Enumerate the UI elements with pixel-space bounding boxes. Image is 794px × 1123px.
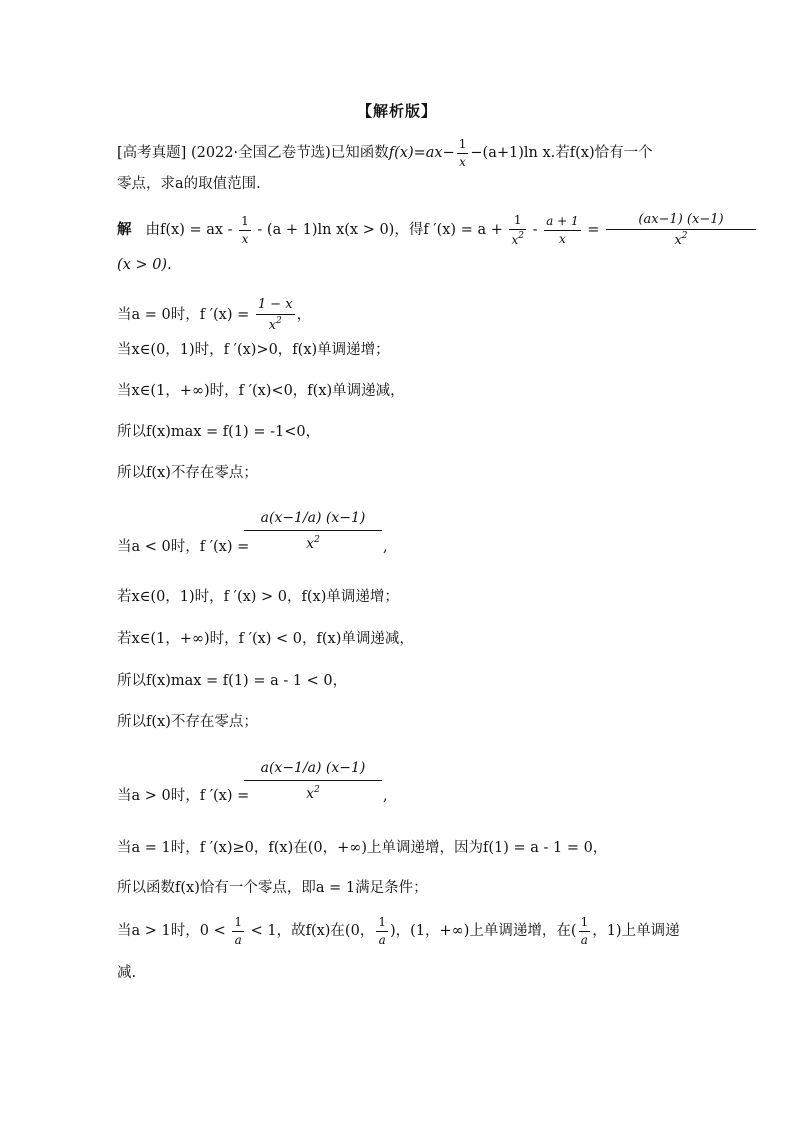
problem-line-1 <box>117 138 653 168</box>
fraction-1-over-a: $\frac{1}{a}$ <box>378 915 386 947</box>
case-a-zero: 当a = 0时，f ′(x) = $\frac{1 - x}{x^2}$ ， <box>117 297 312 333</box>
fraction-a1-over-x: $\frac{a + 1}{x}$ <box>546 214 579 246</box>
fraction-1-over-x2: $\frac{1}{x^2}$ <box>511 213 524 247</box>
function-def: f(x)=ax− <box>388 145 455 162</box>
fraction-case-positive: a(x−1/a) (x−1) $x^2$ <box>244 760 382 802</box>
fraction-1-over-x: $\frac{1}{x}$ <box>241 214 249 246</box>
fraction-derivative-factored: $\frac{(ax-1) (x-1)}{x^2}$ <box>606 213 756 247</box>
solution-derivative-line: 解 由f(x) = ax - $\frac{1}{x}$ - (a + 1)ln x(x > 0)，得f ′(x) = a + $\frac{1}{x^2}$ - $\frac{a + 1}{x}$ = $\frac{(ax-1) (x-1)}{x^2}$ <box>117 213 758 247</box>
problem-tag: [高考真题] <box>117 145 187 162</box>
case-a-positive: 当a > 0时，f ′(x) = <box>117 788 250 804</box>
case-neg-line-4: 所以f(x)不存在零点； <box>117 714 258 730</box>
deriv-text-b: - (a + 1)ln x(x > 0)，得f ′(x) = a + <box>257 222 503 239</box>
case-zero-line-4: 所以f(x)不存在零点； <box>117 465 258 481</box>
case-pos-line-1: 当a = 1时，f ′(x)≥0，f(x)在(0，+∞)上单调递增，因为f(1) = a - 1 = 0， <box>117 840 608 856</box>
case-neg-line-1: 若x∈(0，1)时，f ′(x) > 0，f(x)单调递增； <box>117 589 399 605</box>
fraction-1-minus-x-over-x2: $\frac{1 - x}{x^2}$ <box>257 297 293 333</box>
deriv-text-a: 由f(x) = ax - <box>145 222 233 239</box>
case-zero-line-1: 当x∈(0，1)时，f ′(x)>0，f(x)单调递增； <box>117 342 390 358</box>
problem-text-a: 已知函数 <box>330 145 389 162</box>
case-neg-line-3: 所以f(x)max = f(1) = a - 1 < 0， <box>117 673 348 689</box>
case-pos-line-4: 减. <box>117 965 137 981</box>
case-pos-line-3: 当a > 1时，0 < $\frac{1}{a}$ < 1，故f(x)在(0， $\frac{1}{a}$ )，(1，+∞)上单调递增，在( $\frac{1}{a}$ ，1)上单调递 <box>117 915 680 947</box>
case-pos-line-2: 所以函数f(x)恰有一个零点，即a = 1满足条件； <box>117 880 428 896</box>
case-zero-line-2: 当x∈(1，+∞)时，f ′(x)<0，f(x)单调递减， <box>117 383 405 399</box>
problem-line-2: 零点，求a的取值范围. <box>117 176 261 192</box>
problem-source: (2022·全国乙卷节选) <box>190 145 331 162</box>
case-neg-line-2: 若x∈(1，+∞)时，f ′(x) < 0，f(x)单调递减， <box>117 631 414 647</box>
fraction-1-over-x: $\frac{1}{x}$ <box>458 137 467 169</box>
fraction-case-negative: a(x−1/a) (x−1) $x^2$ <box>244 510 382 552</box>
fraction-1-over-a: $\frac{1}{a}$ <box>234 915 242 947</box>
deriv-text-c: - <box>532 222 538 239</box>
domain-note: (x > 0). <box>117 257 172 273</box>
fraction-1-over-a: $\frac{1}{a}$ <box>580 915 589 947</box>
case-zero-line-3: 所以f(x)max = f(1) = -1<0， <box>117 424 321 440</box>
solution-label: 解 <box>117 222 132 239</box>
problem-text-b: −(a+1)ln x.若f(x)恰有一个 <box>470 145 653 162</box>
page-title: 【解析版】 <box>356 102 437 120</box>
case-a-negative: 当a < 0时，f ′(x) = <box>117 539 250 555</box>
